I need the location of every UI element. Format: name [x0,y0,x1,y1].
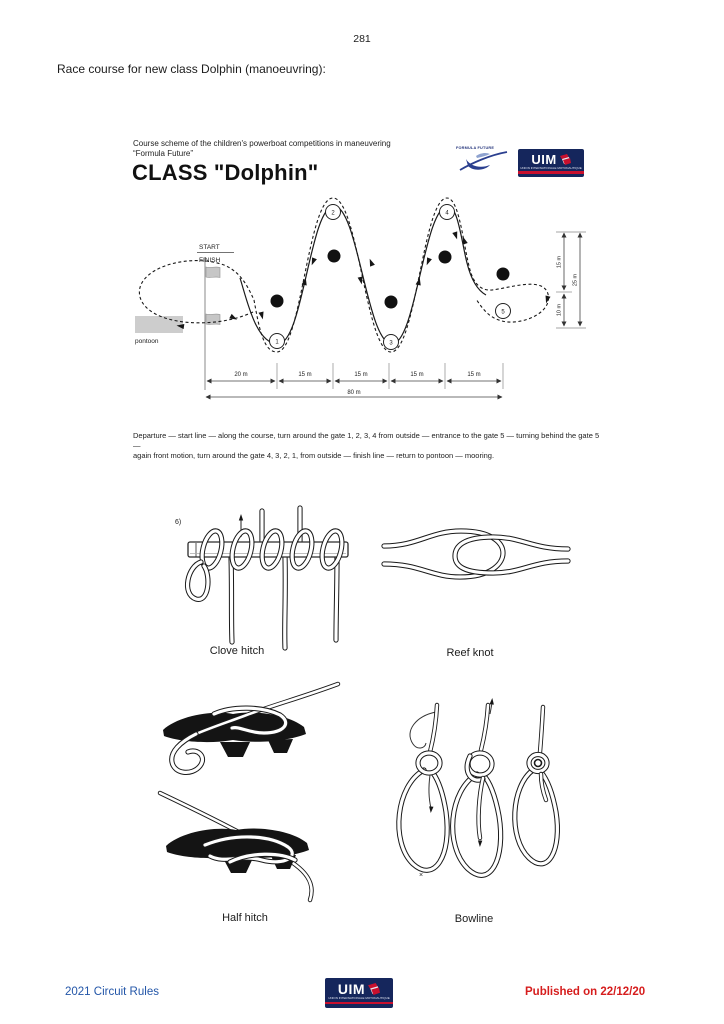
uim-logo-footer-redbar [325,1002,393,1005]
page-title: Race course for new class Dolphin (manoeuvring): [57,62,326,76]
uim-logo-footer [325,978,393,1008]
reef-knot-caption: Reef knot [446,647,494,659]
half-hitch-caption: Half hitch [222,912,268,924]
dim-15m-4: 15 m [467,372,481,378]
figure-caption-line2: “Formula Future” [133,149,194,158]
course-description-line1: Departure — start line — along the course, turn around the gate 1, 2, 3, 4 from outside — entrance to the gate 5 — turning behind the gate 5 — [133,431,600,450]
page-number: 281 [353,33,371,45]
horizontal-dimensions [206,363,503,397]
knot-step-label: 6) [175,519,182,526]
dim-15m-2: 15 m [354,372,368,378]
course-description [133,431,603,461]
dim-80m: 80 m [347,390,361,396]
footer-published-date: Published on 22/12/20 [525,986,646,998]
bowline-drawing [399,698,558,879]
footer-circuit-rules: 2021 Circuit Rules [65,986,159,998]
half-hitch-drawing [160,684,338,900]
gate-3-label: 3 [389,340,393,347]
clove-hitch-caption: Clove hitch [209,645,265,657]
uim-logo-footer-text: UIM [337,981,366,997]
dim-15m-vertical: 15 m [556,255,563,269]
start-flag-icon [206,267,220,278]
start-label: START [199,244,220,251]
uim-logo-subtext: UNION INTERNATIONALE MOTONAUTIQUE [520,165,582,170]
clove-hitch-drawing [175,508,348,648]
uim-footer-emblem-icon [367,983,380,995]
course-diagram [135,198,586,397]
pontoon-label: pontoon [135,338,159,345]
course-description-line2: again front motion, turn around the gate 4, 3, 2, 1, from outside — finish line — return to pontoon — mooring. [133,451,495,460]
finish-label: FINISH [199,257,221,264]
dim-20m: 20 m [234,372,248,378]
reef-knot-drawing [384,531,568,577]
gate-5-label: 5 [501,309,505,316]
gate-2-label: 2 [331,210,335,217]
course-path-left-loop [139,261,254,323]
bowline-x-mark: × [419,872,424,879]
uim-logo-footer-subtext: UNION INTERNATIONALE MOTONAUTIQUE [328,996,390,1000]
gate-4-label: 4 [445,210,449,217]
bowline-caption: Bowline [454,913,494,925]
formula-future-logo-text: FORMULA FUTURE [456,146,495,150]
pontoon-shape [135,316,183,333]
dim-10m-vertical: 10 m [556,303,563,317]
figure-title: CLASS "Dolphin" [132,160,319,185]
figure-caption-line1: Course scheme of the children's powerboat competitions in maneuvering [133,139,391,148]
course-path-solid [240,206,486,347]
vertical-dimensions [556,232,586,328]
gate-1-label: 1 [275,339,279,346]
dim-15m-3: 15 m [410,372,424,378]
uim-logo-text: UIM [531,151,557,167]
dim-25m-vertical: 25 m [572,273,579,287]
dim-15m-1: 15 m [298,372,312,378]
